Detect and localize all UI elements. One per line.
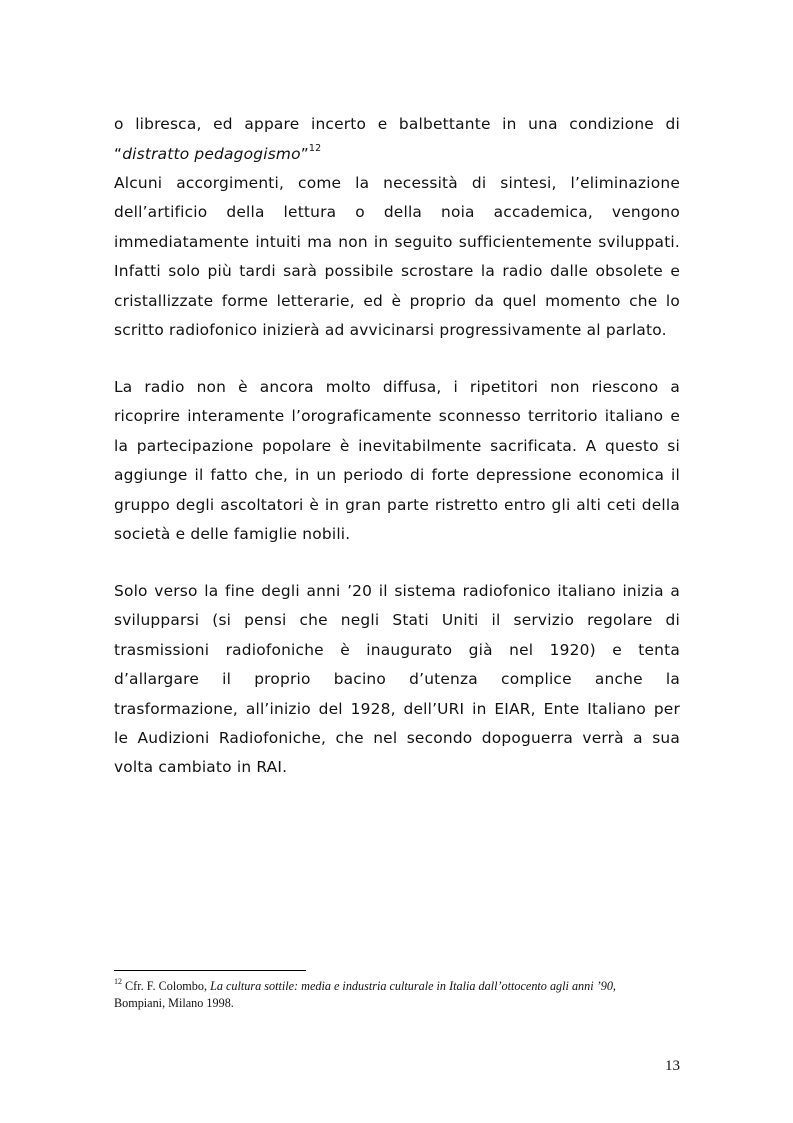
text-line: o libresca, ed appare incerto e balbettante in una condizione di xyxy=(114,115,680,133)
footnote-reference: 12 xyxy=(308,142,322,154)
text-line: società e delle famiglie nobili. xyxy=(114,525,351,543)
footnote-suffix: , xyxy=(612,979,616,993)
text-line: aggiunge il fatto che, in un periodo di forte depressione economica il xyxy=(114,466,680,485)
text-line: dell’artificio della lettura o della noia accademica, vengono xyxy=(114,203,680,222)
footnote-title: La cultura sottile: media e industria culturale in Italia dall’ottocento agli anni ’90 xyxy=(210,979,613,993)
text-line: Solo verso la fine degli anni ’20 il sistema radiofonico italiano inizia a xyxy=(114,582,680,600)
text-line: trasformazione, all’inizio del 1928, dell’URI in EIAR, Ente Italiano per xyxy=(114,699,680,718)
text-line: Infatti solo più tardi sarà possibile scrostare la radio dalle obsolete e xyxy=(114,262,680,281)
open-quote: “ xyxy=(114,145,123,163)
text-line: la partecipazione popolare è inevitabilmente sacrificata. A questo si xyxy=(114,436,680,455)
text-line: La radio non è ancora molto diffusa, i ripetitori non riescono a xyxy=(114,378,680,396)
footnote-separator xyxy=(114,970,306,971)
text-line: d’allargare il proprio bacino d’utenza complice anche la xyxy=(114,670,680,689)
footnote-line: Bompiani, Milano 1998. xyxy=(114,996,234,1010)
footnote-prefix: Cfr. F. Colombo, xyxy=(122,979,211,993)
text-line: cristallizzate forme letterarie, ed è proprio da quel momento che lo xyxy=(114,291,680,310)
close-quote: ” xyxy=(300,145,309,163)
text-line: immediatamente intuiti ma non in seguito sufficientemente sviluppati. xyxy=(114,232,680,251)
page-number: 13 xyxy=(665,1058,680,1074)
text-line: trasmissioni radiofoniche è inaugurato già nel 1920) e tenta xyxy=(114,640,680,659)
text-line: gruppo degli ascoltatori è in gran parte ristretto entro gli alti ceti della xyxy=(114,495,680,514)
footnote-number: 12 xyxy=(114,976,122,986)
text-line: svilupparsi (si pensi che negli Stati Uniti il servizio regolare di xyxy=(114,611,680,630)
text-line: Alcuni accorgimenti, come la necessità di sintesi, l’eliminazione xyxy=(114,174,680,192)
text-line: ricoprire interamente l’orograficamente sconnesso territorio italiano e xyxy=(114,407,680,426)
text-line: volta cambiato in RAI. xyxy=(114,758,288,777)
emphasized-phrase: distratto pedagogismo xyxy=(122,145,301,163)
text-line xyxy=(114,144,680,164)
text-line: scritto radiofonico inizierà ad avvicinarsi progressivamente al parlato. xyxy=(114,321,667,339)
text-line: le Audizioni Radiofoniche, che nel secondo dopoguerra verrà a sua xyxy=(114,729,680,747)
footnote-line xyxy=(114,978,680,994)
